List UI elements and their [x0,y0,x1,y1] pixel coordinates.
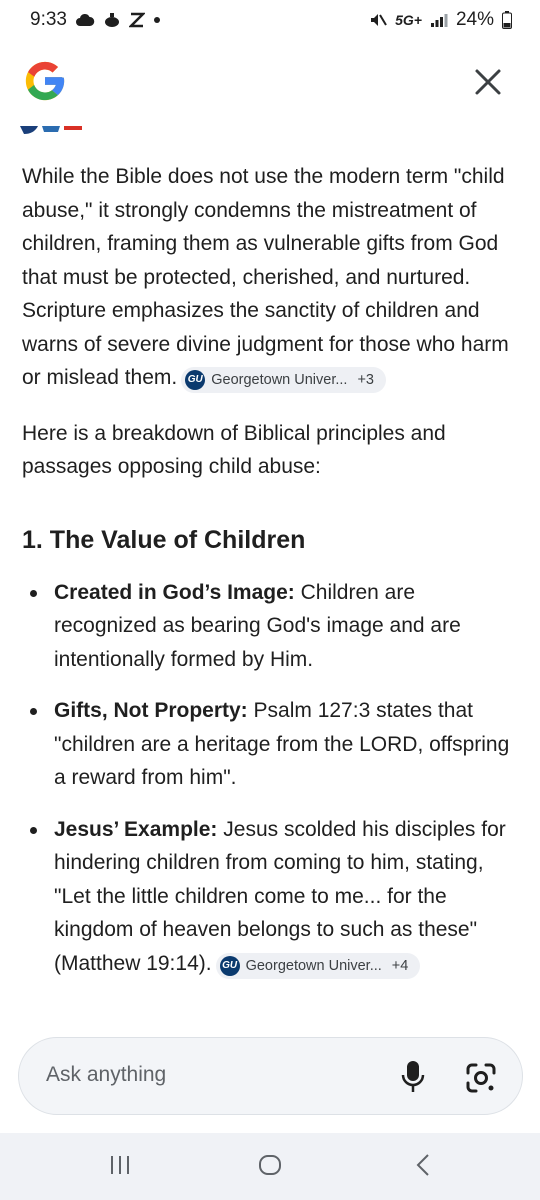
home-icon[interactable] [258,1153,282,1177]
microphone-icon[interactable] [399,1060,427,1094]
bullet-item: Jesus’ Example: Jesus scolded his disciples for hindering children from coming to him, stating, "Let the little children come to me... for the kingdom of heaven belongs to such as these" (Matthew 19:14). GU Georgetown Univer... +4 [22,813,522,981]
source-chip-count: +3 [357,372,374,388]
answer-paragraph-1: While the Bible does not use the modern term "child abuse," it strongly condemns the mistreatment of children, framing them as vulnerable gifts from God that must be protected, cherished, and nurtured. Scripture emphasizes the sanctity of children and warns of severe divine judgment for those who harm or mislead them. GU Georgetown Univer... +3 [22,160,522,395]
app-icon [129,12,145,28]
georgetown-logo-icon: GU [185,370,205,390]
answer-paragraph-2: Here is a breakdown of Biblical principles and passages opposing child abuse: [22,421,446,478]
cloud-icon [75,13,95,27]
status-bar [0,0,540,40]
ai-answer [22,160,522,998]
source-chip[interactable] [181,367,386,393]
section-title: 1. The Value of Children [22,525,306,554]
source-chip-label: Georgetown Univer... [211,372,348,388]
signal-icon [430,12,448,28]
status-time: 9:33 [30,9,67,30]
bullet-item: Gifts, Not Property: Psalm 127:3 states that "children are a heritage from the LORD, offspring a reward from him". [22,694,522,795]
bullet-item: Created in God’s Image: Children are recognized as bearing God's image and are intentionally formed by Him. [22,576,522,677]
bullet-list [22,576,522,981]
source-chip-count: +4 [391,957,409,974]
network-type: 5G+ [395,12,422,28]
system-nav-bar [0,1133,540,1200]
teapot-icon [103,12,121,28]
google-lens-icon[interactable] [465,1062,497,1094]
mute-icon [369,12,387,28]
back-icon[interactable] [412,1153,436,1177]
status-right [369,9,512,31]
scrolled-image-fragment [20,126,82,134]
dot-icon [153,16,161,24]
header [0,40,540,130]
google-g-icon [22,58,68,104]
source-chip[interactable] [216,953,421,979]
ask-input[interactable]: Ask anything [46,1063,167,1086]
battery-percent: 24% [455,9,494,30]
ask-bar[interactable] [18,1037,523,1115]
status-left [30,9,161,31]
battery-icon [502,11,512,29]
close-icon[interactable] [474,68,502,96]
recent-apps-icon[interactable] [108,1153,132,1177]
source-chip-label: Georgetown Univer... [245,957,382,974]
georgetown-logo-icon: GU [220,956,240,976]
